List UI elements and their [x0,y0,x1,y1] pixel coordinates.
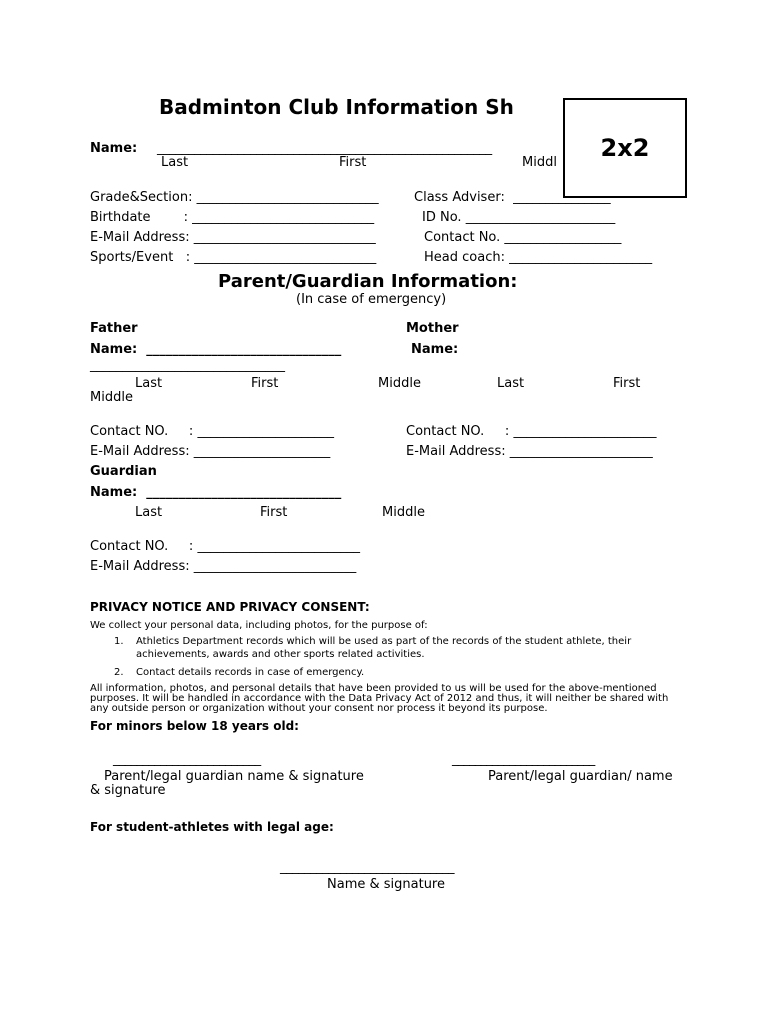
mother-name-label: Name: [411,342,459,357]
privacy-intro: We collect your personal data, including photos, for the purpose of: [90,620,428,631]
student-name-line[interactable]: ______________________________________________________ [157,141,492,156]
guardian-sublabel-first: First [260,505,288,520]
mother-email-field[interactable]: E-Mail Address: ______________________ [406,444,653,459]
minors-signature-line-left[interactable]: _________________________ [113,752,261,767]
guardian-sublabel-last: Last [135,505,163,520]
photo-label: 2x2 [600,134,650,162]
mother-name-line[interactable]: ______________________________ [90,358,285,373]
privacy-item-1-line-1: Athletics Department records which will be used as part of the records of the student athlete, their [136,636,632,647]
father-contact-field[interactable]: Contact NO. : _____________________ [90,424,334,439]
id-number-field[interactable]: ID No. _______________________ [422,210,616,225]
mother-label: Mother [406,321,459,336]
grade-section-field[interactable]: Grade&Section: ____________________________ [90,190,379,205]
class-adviser-field[interactable]: Class Adviser: _______________ [414,190,611,205]
legal-age-heading: For student-athletes with legal age: [90,820,334,834]
privacy-item-2: Contact details records in case of emergency. [136,667,365,678]
student-contact-field[interactable]: Contact No. __________________ [424,230,622,245]
sublabel-middle: Middl [522,155,557,170]
student-email-field[interactable]: E-Mail Address: ____________________________ [90,230,376,245]
guardian-label: Guardian [90,464,157,479]
parent-sublabel-middle-wrap: Middle [90,390,133,405]
parent-section-heading: Parent/Guardian Information: [218,271,518,292]
father-name-field[interactable]: Name: ______________________________ [90,342,342,357]
parent-sublabel-last-2: Last [497,376,525,391]
parent-sublabel-middle-1: Middle [378,376,421,391]
guardian-name-field[interactable]: Name: ______________________________ [90,485,342,500]
form-title: Badminton Club Information Sh [159,95,514,119]
privacy-para-line-2: purposes. It will be handled in accordance with the Data Privacy Act of 2012 and thus, it will neither be shared with [90,693,669,704]
privacy-item-2-number: 2. [114,667,124,678]
minors-signature-label-left: Parent/legal guardian name & signature [104,769,364,784]
photo-box [563,98,687,198]
parent-section-subheading: (In case of emergency) [296,292,447,307]
father-email-field[interactable]: E-Mail Address: _____________________ [90,444,331,459]
privacy-item-1-line-2: achievements, awards and other sports related activities. [136,649,425,660]
guardian-contact-field[interactable]: Contact NO. : _________________________ [90,539,360,554]
minors-signature-line-right[interactable]: _________________________ [452,752,595,767]
guardian-sublabel-middle: Middle [382,505,425,520]
parent-sublabel-first-2: First [613,376,641,391]
parent-sublabel-first-1: First [251,376,279,391]
head-coach-field[interactable]: Head coach: ______________________ [424,250,653,265]
minors-signature-label-wrap: & signature [90,783,166,798]
privacy-item-1-number: 1. [114,636,124,647]
mother-contact-field[interactable]: Contact NO. : ______________________ [406,424,657,439]
parent-sublabel-last-1: Last [135,376,163,391]
sports-event-field[interactable]: Sports/Event : ____________________________ [90,250,377,265]
father-label: Father [90,321,138,336]
legal-age-signature-line[interactable]: _____________________________ [280,860,454,875]
minors-signature-label-right: Parent/legal guardian/ name [488,769,673,784]
student-name-label: Name: [90,141,138,156]
privacy-para-line-1: All information, photos, and personal details that have been provided to us will be used for the above-mentioned [90,683,657,694]
guardian-email-field[interactable]: E-Mail Address: _________________________ [90,559,357,574]
birthdate-field[interactable]: Birthdate : ____________________________ [90,210,375,225]
legal-age-signature-label: Name & signature [327,877,445,892]
sublabel-first: First [339,155,367,170]
privacy-para-line-3: any outside person or organization without your consent nor process it beyond its purpose. [90,703,548,714]
minors-heading: For minors below 18 years old: [90,719,299,733]
sublabel-last: Last [161,155,189,170]
privacy-heading: PRIVACY NOTICE AND PRIVACY CONSENT: [90,600,370,614]
